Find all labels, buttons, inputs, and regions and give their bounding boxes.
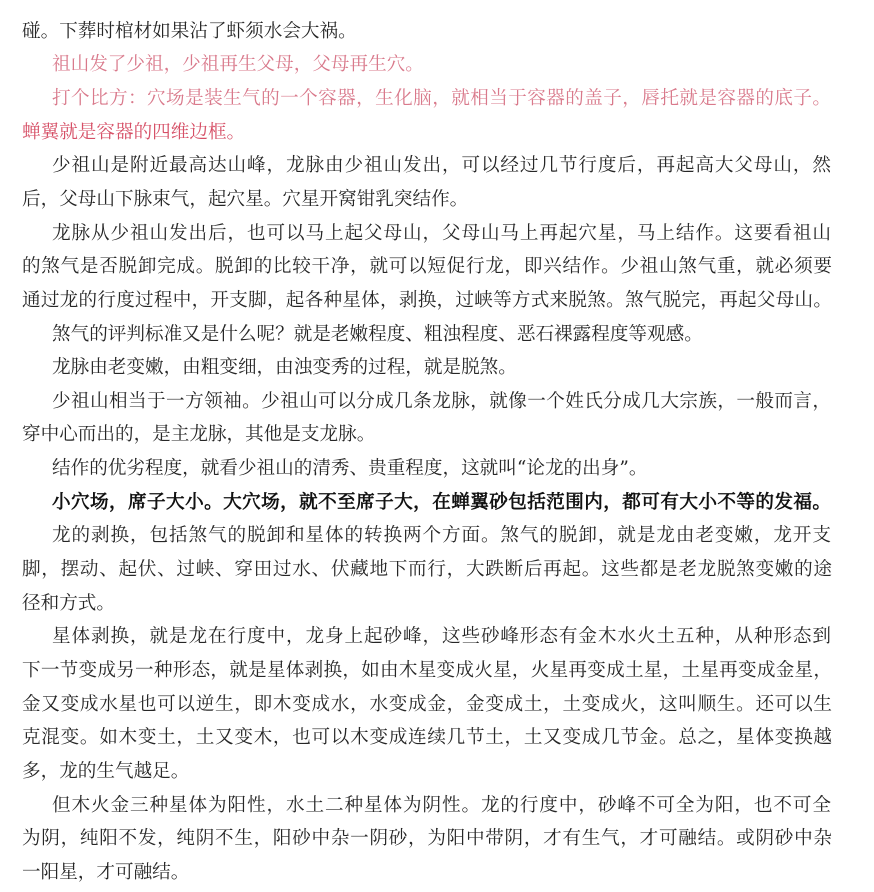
text-line-16: 龙的剥换，包括煞气的脱卸和星体的转换两个方面。煞气的脱卸，就是龙由老变嫩，龙开支 [52,525,831,546]
text-line-3: 打个比方：穴场是装生气的一个容器，生化脑，就相当于容器的盖子，唇托就是容器的底子。 [52,88,831,109]
text-line-21: 金又变成水星也可以逆生，即木变成水，水变成金，金变成土，土变成火，这叫顺生。还可以生 [22,694,832,715]
text-line-18: 径和方式。 [22,593,115,614]
text-line-25: 为阴，纯阳不发，纯阴不生，阳砂中杂一阴砂，为阳中带阴，才有生气，才可融结。或阴砂中杂 [22,828,832,849]
text-line-26: 一阳星，才可融结。 [22,862,190,883]
text-line-7: 龙脉从少祖山发出后，也可以马上起父母山，父母山马上再起穴星，马上结作。这要看祖山 [52,223,831,244]
text-line-6: 后，父母山下脉束气，起穴星。穴星开窝钳乳突结作。 [22,189,469,210]
text-line-17: 脚，摆动、起伏、过峡、穿田过水、伏藏地下而行，大跌断后再起。这些都是老龙脱煞变嫩的途 [22,559,832,580]
text-line-19: 星体剥换，就是龙在行度中，龙身上起砂峰，这些砂峰形态有金木水火土五种，从种形态到 [52,626,831,647]
text-line-14: 结作的优劣程度，就看少祖山的清秀、贵重程度，这就叫“论龙的出身”。 [52,458,648,479]
text-line-4: 蝉翼就是容器的四维边框。 [22,122,246,143]
text-line-2: 祖山发了少祖，少祖再生父母，父母再生穴。 [52,54,424,75]
text-line-15-bold: 小穴场，席子大小。大穴场，就不至席子大，在蝉翼砂包括范围内，都可有大小不等的发福。 [52,492,831,513]
text-line-5: 少祖山是附近最高达山峰，龙脉由少祖山发出，可以经过几节行度后，再起高大父母山，然 [52,155,831,176]
text-line-8: 的煞气是否脱卸完成。脱卸的比较干净，就可以短促行龙，即兴结作。少祖山煞气重，就必须要 [22,256,832,277]
text-line-12: 少祖山相当于一方领袖。少祖山可以分成几条龙脉，就像一个姓氏分成几大宗族，一般而言， [52,391,831,412]
text-line-23: 多，龙的生气越足。 [22,761,190,782]
text-line-24: 但木火金三种星体为阳性，水土二种星体为阴性。龙的行度中，砂峰不可全为阳，也不可全 [52,795,831,816]
text-line-20: 下一节变成另一种形态，就是星体剥换，如由木星变成火星，火星再变成土星，土星再变成金星， [22,660,832,681]
text-line-10: 煞气的评判标准又是什么呢？就是老嫩程度、粗浊程度、恶石裸露程度等观感。 [52,324,703,345]
text-line-13: 穿中心而出的，是主龙脉，其他是支龙脉。 [22,424,376,445]
text-line-1: 碰。下葬时棺材如果沾了虾须水会大祸。 [22,21,357,42]
text-line-11: 龙脉由老变嫩，由粗变细，由浊变秀的过程，就是脱煞。 [52,357,517,378]
text-line-9: 通过龙的行度过程中，开支脚，起各种星体，剥换，过峡等方式来脱煞。煞气脱完，再起父母山。 [22,290,832,311]
text-line-22: 克混变。如木变土，土又变木，也可以木变成连续几节土，土又变成几节金。总之，星体变换越 [22,727,832,748]
